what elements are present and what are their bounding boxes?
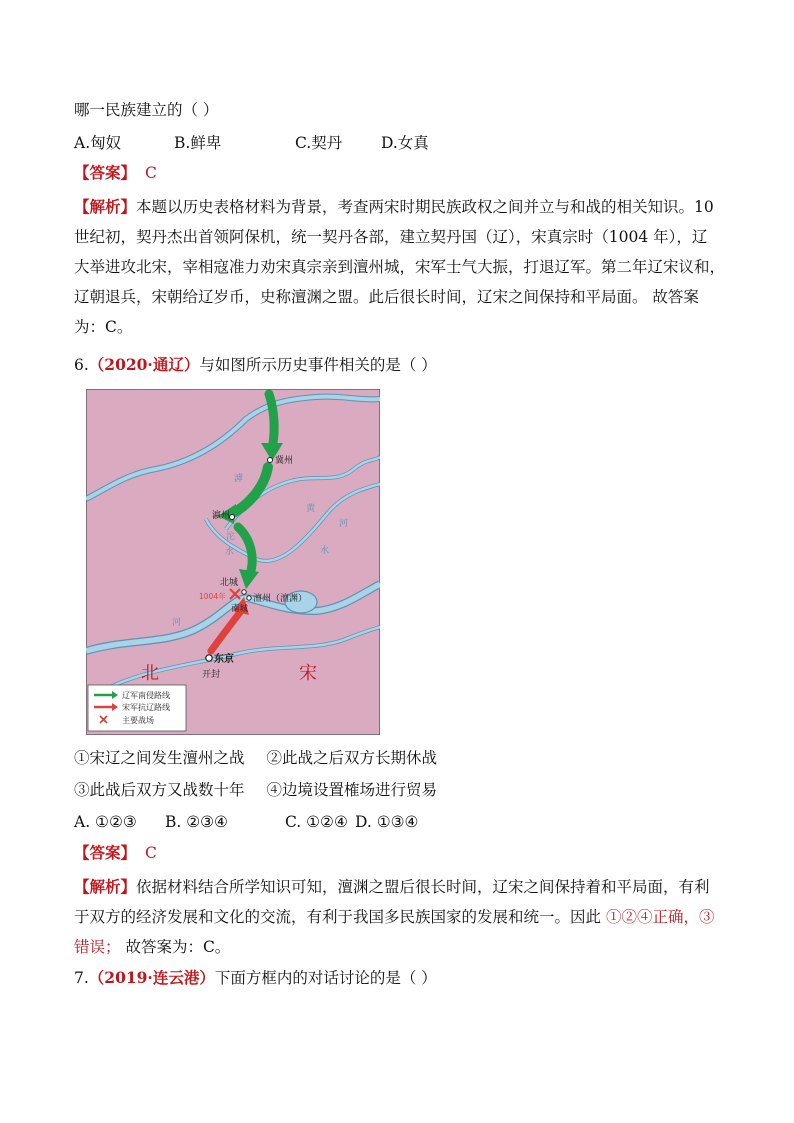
map-label-chanzhou: 澶州（澶渊） — [253, 594, 308, 604]
q5-option-b: B.鲜卑 — [174, 134, 222, 152]
q6-statement-4: ④边境设置榷场进行贸易 — [266, 781, 438, 799]
q5-analysis-label: 【解析】 — [74, 197, 137, 216]
map-legend — [88, 685, 186, 731]
q7-number: 7. — [74, 969, 89, 987]
q6-statement-1: ①宋辽之间发生澶州之战 — [74, 749, 245, 767]
q5-analysis-line: 辽朝退兵，宋朝给辽岁币，史称澶渊之盟。此后很长时间，辽宋之间保持和平局面。 故答案 — [74, 288, 699, 306]
river-char: 河 — [339, 519, 349, 529]
q6-statement-2: ②此战之后双方长期休战 — [266, 749, 438, 767]
q5-analysis-line: 大举进攻北宋，宰相寇准力劝宋真宗亲到澶州城，宋军士气大振，打退辽军。第二年辽宋议和， — [74, 258, 726, 276]
q5-answer — [74, 163, 157, 183]
map-label-dongjing: 东京 — [214, 654, 234, 665]
map-label-beicheng: 北城 — [220, 578, 239, 588]
legend-label-song: 宋军抗辽路线 — [122, 703, 170, 712]
map-label-jizhou: 冀州 — [275, 456, 294, 466]
q6-analysis-line: 于双方的经济发展和文化的交流，有利于我国多民族国家的发展和统一。因此 — [74, 908, 606, 926]
city-dot-dongjing — [206, 655, 212, 661]
q6-analysis-highlight: 错误； — [74, 938, 121, 956]
q5-answer-value: C — [144, 164, 157, 182]
q6-answer-label: 【答案】 — [74, 843, 137, 862]
liao-route-1 — [269, 394, 274, 449]
map-land — [86, 389, 380, 735]
river-char: 滹 — [234, 474, 244, 484]
q6-statement-3: ③此战后双方又战数十年 — [74, 781, 245, 799]
q6-option-a: A. ①②③ — [74, 813, 137, 831]
city-dot-chanzhou — [247, 596, 251, 600]
map-label-yingzhou: 瀛州 — [212, 511, 231, 521]
river-char: 河 — [172, 618, 182, 628]
q6-statements-row1 — [74, 748, 437, 768]
map-label-year: 1004年 — [199, 592, 226, 601]
q6-answer — [74, 843, 157, 863]
q6-option-c: C. ①②④ — [285, 813, 348, 831]
q6-option-b: B. ②③④ — [165, 813, 228, 831]
river-char: 水 — [320, 546, 330, 556]
q6-source: （2020·通辽） — [88, 355, 200, 374]
city-dot-yingzhou — [230, 515, 235, 520]
q7-stem — [74, 968, 437, 988]
q6-option-d: D. ①③④ — [355, 813, 419, 831]
q5-analysis-line: 世纪初，契丹杰出首领阿保机，统一契丹各部，建立契丹国（辽），宋真宗时（1004 年），辽 — [74, 228, 708, 246]
q5-option-d: D.女真 — [381, 134, 429, 152]
q6-analysis-line: 故答案为：C。 — [120, 938, 231, 956]
q5-analysis-line: 本题以历史表格材料为背景，考查两宋时期民族政权之间并立与和战的相关知识。10 — [136, 198, 714, 216]
q6-stem-text: 与如图所示历史事件相关的是（ ） — [199, 356, 437, 374]
region-label-bei: 北 — [141, 663, 159, 684]
q7-source: （2019·连云港） — [88, 968, 215, 987]
river-char: 水 — [225, 547, 235, 557]
q5-stem-tail: 哪一民族建立的（ ） — [74, 101, 219, 119]
q6-stem — [74, 355, 437, 375]
q6-number: 6. — [74, 356, 89, 374]
river-char: 沱 — [226, 532, 236, 542]
q5-analysis — [74, 192, 734, 342]
q5-analysis-line: 为：C。 — [74, 318, 133, 336]
q5-option-a: A.匈奴 — [74, 134, 122, 152]
q6-statements-row2 — [74, 780, 437, 800]
river-char: 黄 — [306, 504, 316, 514]
q6-analysis — [74, 872, 734, 962]
historical-map — [86, 389, 380, 735]
q6-analysis-line: 依据材料结合所学知识可知，澶渊之盟后很长时间，辽宋之间保持着和平局面，有利 — [136, 878, 710, 896]
region-label-song: 宋 — [299, 663, 317, 684]
q6-answer-value: C — [144, 844, 157, 862]
q5-answer-label: 【答案】 — [74, 163, 137, 182]
q6-analysis-highlight: ①②④正确，③ — [605, 908, 715, 926]
q7-stem-text: 下面方框内的对话讨论的是（ ） — [214, 969, 437, 987]
q5-option-c: C.契丹 — [295, 134, 343, 152]
city-dot-beicheng — [242, 590, 246, 594]
legend-label-liao: 辽军南侵路线 — [122, 691, 170, 700]
map-label-nancheng: 南城 — [231, 604, 249, 614]
legend-label-battle: 主要战场 — [122, 716, 154, 725]
map-label-kaifeng: 开封 — [202, 670, 221, 680]
city-dot-jizhou — [268, 458, 273, 463]
q6-analysis-label: 【解析】 — [74, 877, 137, 896]
